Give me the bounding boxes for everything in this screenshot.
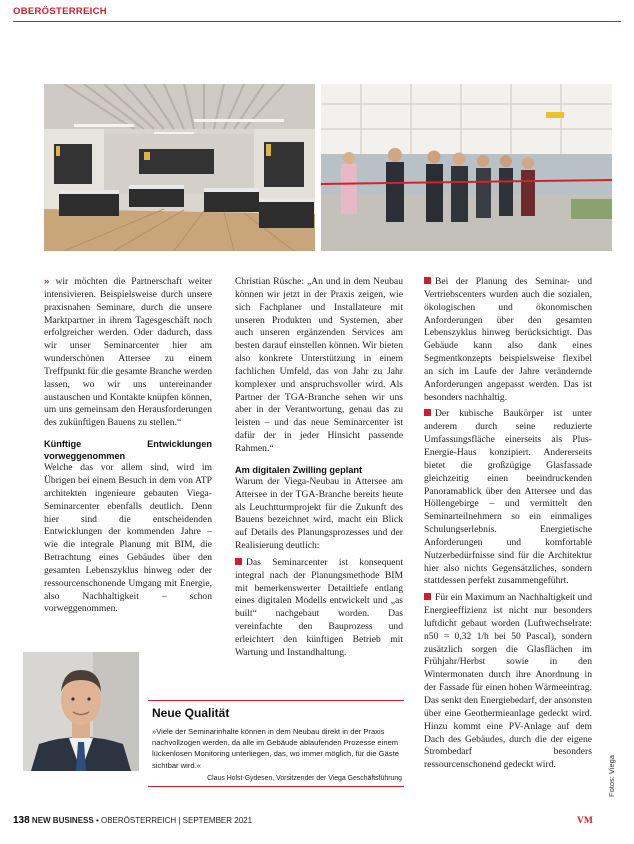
- quote-bottom-rule: [148, 786, 404, 787]
- column-3: [424, 276, 592, 772]
- top-rule: [13, 21, 621, 22]
- square-bullet-icon: [424, 593, 431, 600]
- square-bullet-icon: [235, 558, 242, 565]
- column-2: [235, 276, 403, 660]
- page-number: 138: [13, 815, 30, 826]
- quote-box: [148, 700, 404, 787]
- photo-credit: Fotos: Viega: [607, 755, 616, 797]
- col2-intro: Christian Rüsche: „An und in dem Neubau können wir jetzt in der Praxis zeigen, wie sich Fachplaner und Installateure mit unseren Produkten und Systemen, aber auch unseren ergänzenden Services am besten darauf einstellen können. Wir bieten also konkrete Unterstützung in einem fachlichen Umfeld, das von Jahr zu Jahr komplexer und anspruchsvoller wird. Als Partner der TGA-Branche sehen wir uns aber in der Verantwortung, genau das zu leisten – und das neue Seminarcenter ist dafür der in jeder Hinsicht passende Rahmen.“: [235, 276, 403, 454]
- col2-body: Warum der Viega-Neubau in Attersee am Attersee in der TGA-Branche bereits heute als Leuchtturmprojekt für die Zukunft des Bauens bezeichnet wird, macht ein Blick auf Details des Planungsprozesses und der Realisierung deutlich:: [235, 475, 403, 552]
- portrait-photo: [23, 652, 139, 771]
- footer-bullet: •: [95, 816, 99, 825]
- issue-date: SEPTEMBER 2021: [182, 816, 253, 825]
- quote-author: Claus Holst-Gydesen, Vorsitzender der Viega Geschäftsführung: [207, 774, 402, 782]
- square-bullet-icon: [424, 409, 431, 416]
- col3-bullet-2: Der kubische Baukörper ist unter anderem durch seine reduzierte Umfassungsfläche einerseits als Plus-Energie-Haus konzipiert. Andererseits bietet die großzügige Glasfassade gleichzeitig einen beeindruckenden Panoramablick über den Attersee und das Höllengebirge – und vermittelt den Seminarteilnehmern so ein einmaliges Schulungserlebnis. Energietische Anforderungen und komfortable Nutzerbedürfnisse sind für die Architektur hier also nichts Gegensätzliches, sondern stattdessen perfekt zusammengeführt.: [424, 408, 592, 587]
- section-tag: OBERÖSTERREICH: [13, 6, 107, 17]
- col1-intro: wir möchten die Partnerschaft weiter intensivieren. Beispielsweise durch unsere praxisnahen Seminare, durch die unsere Marktpartner in ihrem Tagesgeschäft noch erfolgreicher werden. Oder dadurch, dass wir unser Seminarcenter hier am wunderschönen Attersee zu einem Treffpunkt für die gesamte Branche werden lassen, wo wir uns untereinander austauschen und Kontakte knüpfen können, um uns gemeinsam den Herausforderungen des zukünftigen Bauens zu stellen.“: [44, 276, 212, 429]
- ribbon-cutting-photo: [321, 84, 612, 251]
- col1-heading: Künftige Entwicklungen vorweggenommen: [44, 439, 212, 462]
- column-1: [44, 276, 212, 616]
- showroom-photo: [44, 84, 315, 251]
- footer-separator: |: [178, 816, 181, 825]
- quote-text: »Viele der Seminarinhalte können in dem Neubau direkt in der Praxis nachvollzogen werden, da alle im Gebäude ablaufenden Prozesse einem lückenlosen Monitoring unterliegen, das, wo immer möglich, für die Gäste sichtbar wird.«: [152, 727, 399, 770]
- col2-heading: Am digitalen Zwilling geplant: [235, 464, 363, 475]
- page-footer: [13, 815, 252, 826]
- square-bullet-icon: [424, 277, 431, 284]
- col1-body: Welche das vor allem sind, wird im Übrigen bei einem Besuch in dem von ATP architekten ingenieure gebauten Viega-Seminarcenter ebenfalls deutlich. Denn hier sind die entscheidenden Entwicklungen der kommenden Jahre – wie die integrale Planung mit BIM, die Betrachtung eines Gebäudes über den gesamten Lebenszyklus hinweg oder der ressourcenschonende Umgang mit Energie, also Nachhaltigkeit – schon vorweggenommen.: [44, 462, 212, 615]
- footer-section: OBERÖSTERREICH: [101, 816, 177, 825]
- quote-title: Neue Qualität: [152, 706, 230, 720]
- quote-top-rule: [148, 700, 404, 701]
- continuation-marker: »: [44, 276, 50, 287]
- author-signature: VM: [577, 816, 593, 826]
- col2-bullet-1: Das Seminarcenter ist konsequent integral nach der Planungsmethode BIM mit bemerkenswerter Detailtiefe entlang eines digitalen Modells entwickelt und „as built“ nachgebaut worden. Das vereinfachte den Bauprozess und erleichtert den künftigen Betrieb mit Wartung und Instandhaltung.: [235, 556, 403, 658]
- publication-name: NEW BUSINESS: [31, 816, 94, 825]
- col3-bullet-1: Bei der Planung des Seminar- und Vertriebscenters wurden auch die sozialen, ökologischen und ökonomischen Anforderungen über den gesamten Lebenszyklus hinweg berücksichtigt. Das Gebäude kann also dank eines Segmentkonzepts beispielsweise flexibel an sich im Laufe der Jahre verändernde Anforderungen angepasst werden. Das ist besonders nachhaltig.: [424, 276, 592, 403]
- col3-bullet-3: Für ein Maximum an Nachhaltigkeit und Energieeffizienz ist nicht nur besonders luftdicht gebaut worden (Luftwechselrate: n50 = 0,32 1/h bei 50 Pascal), sondern zusätzlich sorgen die Glasflächen im Frühjahr/Herbst sowie in den Wintermonaten durch ihre Anordnung in der Fassade für einen hohen Wärmeeintrag. Das senkt den Energiebedarf, der ansonsten über eine Geothermieanlage gedeckt wird. Hinzu kommt eine PV-Anlage auf dem Dach des Gebäudes, durch die der eigene Strombedarf besonders ressourcenschonend gedeckt wird.: [424, 592, 592, 771]
